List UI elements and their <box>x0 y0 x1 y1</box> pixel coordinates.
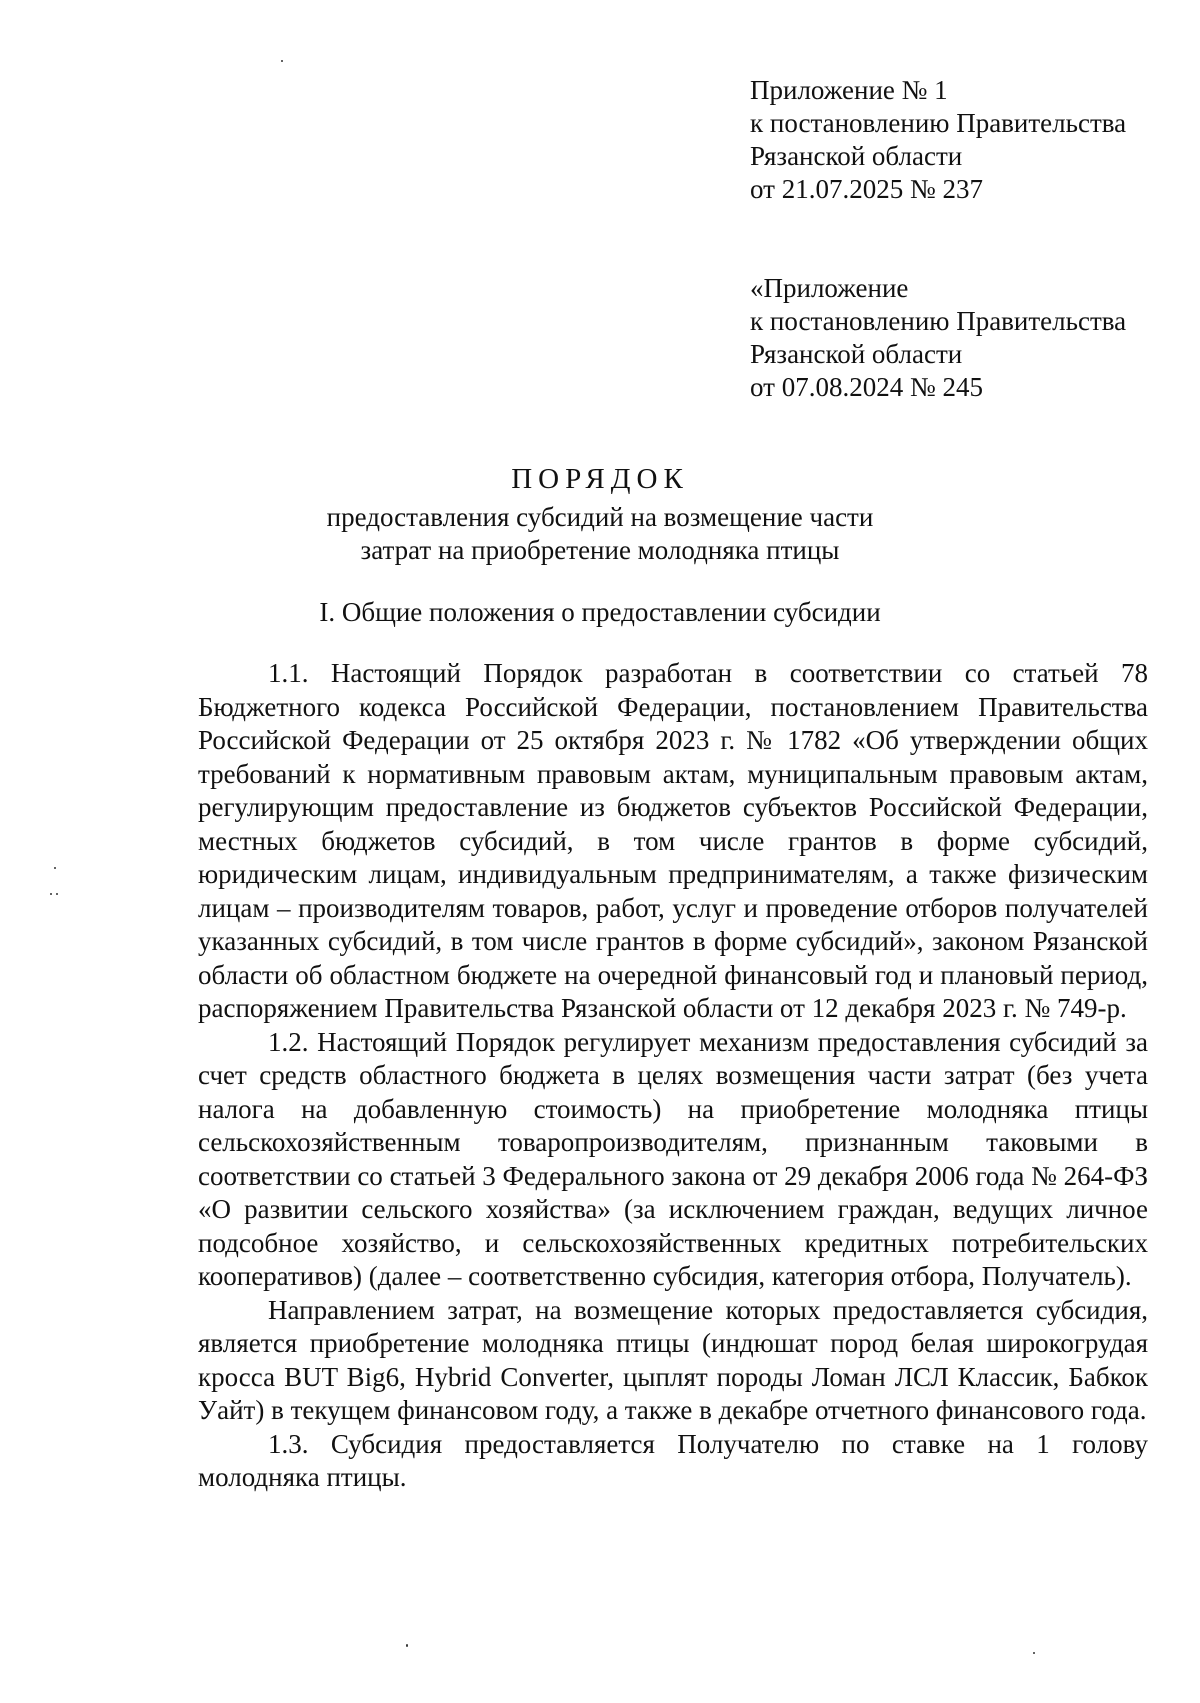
paragraph-cost-direction: Направлением затрат, на возмещение которых предоставляется субсидия, является приобретение молодняка птицы (индюшат пород белая широкогрудая кросса BUT Big6, Hybrid Converter, цыплят породы Ломан ЛСЛ Классик, Бабкок Уайт) в текущем финансовом году, а также в декабре отчетного финансового года. <box>198 1294 1148 1425</box>
document-body <box>198 657 1148 1495</box>
appendix-1-line-2: к постановлению Правительства <box>750 108 1127 138</box>
appendix-2-line-1: «Приложение <box>750 273 909 303</box>
paragraph-1-3: 1.3. Субсидия предоставляется Получателю по ставке на 1 голову молодняка птицы. <box>198 1428 1148 1492</box>
paragraph-1-2: 1.2. Настоящий Порядок регулирует механизм предоставления субсидий за счет средств областного бюджета в целях возмещения части затрат (без учета налога на добавленную стоимость) на приобретение молодняка птицы сельскохозяйственным товаропроизводителям, признанным таковыми в соответствии со статьей 3 Федерального закона от 29 декабря 2006 года № 264-ФЗ «О развитии сельского хозяйства» (за исключением граждан, ведущих личное подсобное хозяйство, и сельскохозяйственных кредитных потребительских кооперативов) (далее – соответственно субсидия, категория отбора, Получатель). <box>198 1026 1148 1291</box>
subtitle-line-1: предоставления субсидий на возмещение части <box>326 502 874 532</box>
appendix-header-2 <box>750 272 1170 404</box>
appendix-header-1 <box>750 74 1170 206</box>
document-subtitle <box>0 501 1200 567</box>
appendix-2-line-3: Рязанской области <box>750 339 963 369</box>
subtitle-line-2: затрат на приобретение молодняка птицы <box>360 535 840 565</box>
appendix-2-line-2: к постановлению Правительства <box>750 306 1127 336</box>
appendix-2-line-4: от 07.08.2024 № 245 <box>750 372 983 402</box>
document-title: ПОРЯДОК <box>511 463 689 495</box>
section-heading: I. Общие положения о предоставлении субсидии <box>319 597 881 627</box>
paragraph-1-1: 1.1. Настоящий Порядок разработан в соответствии со статьей 78 Бюджетного кодекса Российской Федерации, постановлением Правительства Российской Федерации от 25 октября 2023 г. № 1782 «Об утверждении общих требований к нормативным правовым актам, муниципальным правовым актам, регулирующим предоставление из бюджетов субъектов Российской Федерации, местных бюджетов субсидий, в том числе грантов в форме субсидий, юридическим лицам, индивидуальным предпринимателям, а также физическим лицам – производителям товаров, работ, услуг и проведение отборов получателей указанных субсидий, в том числе грантов в форме субсидий», законом Рязанской области об областном бюджете на очередной финансовый год и плановый период, распоряжением Правительства Рязанской области от 12 декабря 2023 г. № 749-р. <box>198 658 1148 1023</box>
appendix-1-line-4: от 21.07.2025 № 237 <box>750 174 983 204</box>
appendix-1-line-3: Рязанской области <box>750 141 963 171</box>
appendix-1-line-1: Приложение № 1 <box>750 75 948 105</box>
